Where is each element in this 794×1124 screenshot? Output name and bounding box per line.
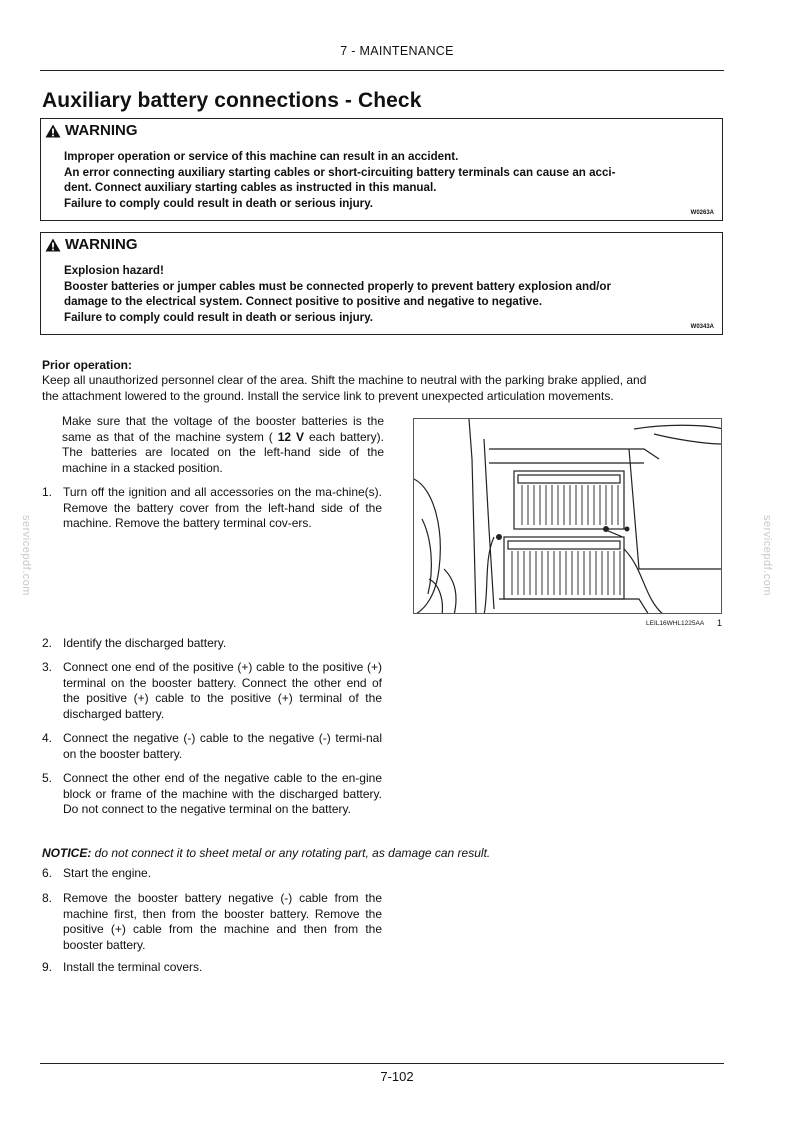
intro-paragraph [62, 414, 384, 476]
step-number: 9. [42, 960, 53, 974]
intro-text-end: each battery). The batteries are located on the left-hand side of the machine in a stacked position. [62, 429, 384, 475]
warning-text-1 [64, 149, 714, 211]
page-number: 7-102 [380, 1069, 414, 1084]
step-number: 8. [42, 891, 53, 905]
warning-code-2: W0343A [690, 324, 714, 330]
warning-line: An error connecting auxiliary starting cables or short-circuiting battery terminals can cause an acci- [64, 165, 616, 179]
step-text: Connect the negative (-) cable to the negative (-) termi-nal on the booster battery. [63, 731, 382, 761]
warning-text-2 [64, 263, 714, 325]
warning-line: Failure to comply could result in death or serious injury. [64, 196, 374, 210]
step-text: Start the engine. [63, 866, 152, 880]
warning-line: Failure to comply could result in death or serious injury. [64, 310, 374, 324]
footer-rule [40, 1063, 724, 1064]
watermark-right: servicepdf.com [761, 515, 773, 596]
section-header: 7 - MAINTENANCE [340, 44, 454, 58]
step-number: 3. [42, 660, 53, 674]
warning-box-2 [40, 232, 723, 335]
list-item [42, 771, 384, 833]
watermark-left: servicepdf.com [20, 515, 32, 596]
warning-line: dent. Connect auxiliary starting cables as instructed in this manual. [64, 181, 437, 194]
step-text: Remove the booster battery negative (-) cable from the machine first, then from the booster battery. Remove the positive (+) cable from the machine and then from the booster battery. [63, 891, 382, 952]
figure-caption: LEIL16WHL1225AA [646, 620, 705, 627]
step-text: Install the terminal covers. [63, 960, 203, 974]
warning-heading-2 [45, 236, 138, 253]
warning-title-1: WARNING [65, 122, 138, 139]
notice-label: NOTICE: [42, 846, 92, 860]
list-item [42, 485, 384, 547]
warning-heading-1 [45, 122, 138, 139]
warning-line: Booster batteries or jumper cables must be connected properly to prevent battery explosion and/or [64, 279, 611, 293]
list-item [42, 660, 384, 722]
header-rule [40, 70, 724, 71]
warning-line: Improper operation or service of this machine can result in an accident. [64, 150, 459, 163]
battery-illustration [414, 419, 722, 614]
warning-title-2: WARNING [65, 236, 138, 253]
notice-text [42, 846, 490, 860]
list-item [42, 636, 384, 652]
prior-operation-text [42, 373, 726, 404]
page-title: Auxiliary battery connections - Check [42, 89, 422, 112]
prior-operation-label: Prior operation: [42, 358, 133, 372]
battery-location-figure [413, 418, 722, 614]
warning-triangle-icon [45, 124, 61, 138]
step-text: Turn off the ignition and all accessories on the ma-chine(s). Remove the battery cover from the left-hand side of the machine. Remove the battery terminal cov-ers. [63, 485, 382, 530]
step-number: 1. [42, 485, 53, 499]
notice-body: do not connect it to sheet metal or any rotating part, as damage can result. [91, 846, 491, 860]
step-number: 4. [42, 731, 53, 745]
figure-number: 1 [717, 618, 723, 628]
warning-triangle-icon [45, 238, 61, 252]
warning-line: Explosion hazard! [64, 264, 164, 277]
warning-box-1 [40, 118, 723, 221]
list-item [42, 891, 384, 953]
step-text: Identify the discharged battery. [63, 636, 227, 650]
step-number: 2. [42, 636, 53, 650]
prior-operation-line: the attachment lowered to the ground. Install the service link to prevent unexpected articulation movements. [42, 388, 614, 403]
intro-text-start: Make sure that the voltage of the booster batteries is the same as that of the machine system ( [62, 414, 384, 444]
list-item [42, 866, 384, 882]
list-item [42, 731, 384, 762]
step-number: 6. [42, 866, 53, 880]
list-item [42, 960, 384, 976]
system-voltage: 12 V [277, 429, 305, 444]
step-text: Connect the other end of the negative cable to the en-gine block or frame of the machine with the discharged battery. Do not connect to the negative terminal on the battery. [63, 771, 382, 816]
warning-code-1: W0263A [690, 210, 714, 216]
warning-line: damage to the electrical system. Connect positive to positive and negative to negative. [64, 295, 543, 308]
prior-operation-line: Keep all unauthorized personnel clear of the area. Shift the machine to neutral with the parking brake applied, and [42, 373, 647, 387]
step-text: Connect one end of the positive (+) cable to the positive (+) terminal on the booster battery. Connect the other end of the positive (+) cable to the positive (+) terminal of the discharged battery. [63, 660, 382, 721]
step-number: 5. [42, 771, 53, 785]
